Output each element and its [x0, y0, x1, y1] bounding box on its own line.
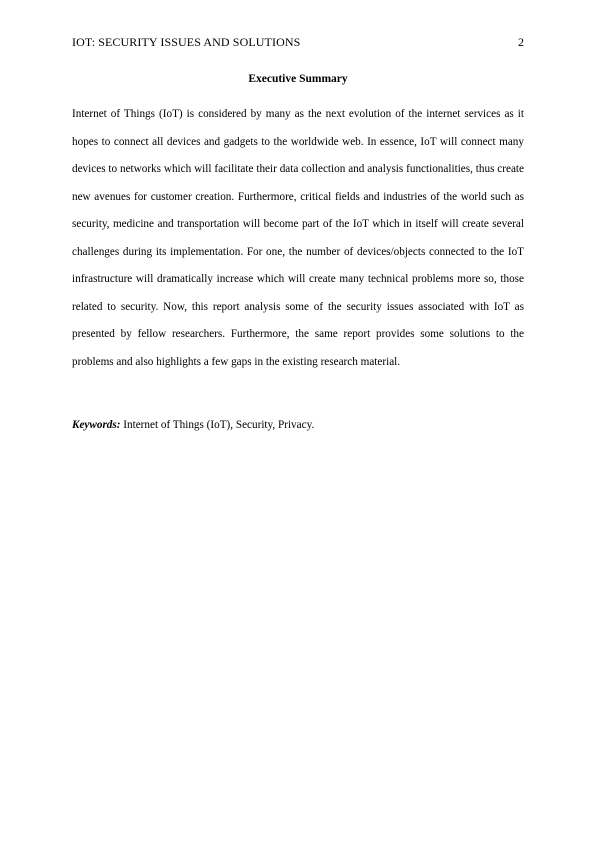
keywords-label: Keywords:	[72, 419, 121, 431]
page-number: 2	[518, 35, 524, 49]
executive-summary-paragraph: Internet of Things (IoT) is considered by many as the next evolution of the internet services as it hopes to connect all devices and gadgets to the worldwide web. In essence, IoT will connect many devices to networks which will facilitate their data collection and analysis functionalities, thus create new avenues for customer creation. Furthermore, critical fields and industries of the world such as security, medicine and transportation will become part of the IoT which in itself will create several challenges during its implementation. For one, the number of devices/objects connected to the IoT infrastructure will dramatically increase which will create many technical problems more so, those related to security. Now, this report analysis some of the security issues associated with IoT as presented by fellow researchers. Furthermore, the same report provides some solutions to the problems and also highlights a few gaps in the existing research material.	[72, 108, 524, 368]
keywords-text: Internet of Things (IoT), Security, Privacy.	[120, 419, 315, 431]
section-title: Executive Summary	[248, 73, 348, 85]
running-head: IOT: SECURITY ISSUES AND SOLUTIONS	[72, 35, 301, 49]
keywords-line	[72, 412, 524, 440]
